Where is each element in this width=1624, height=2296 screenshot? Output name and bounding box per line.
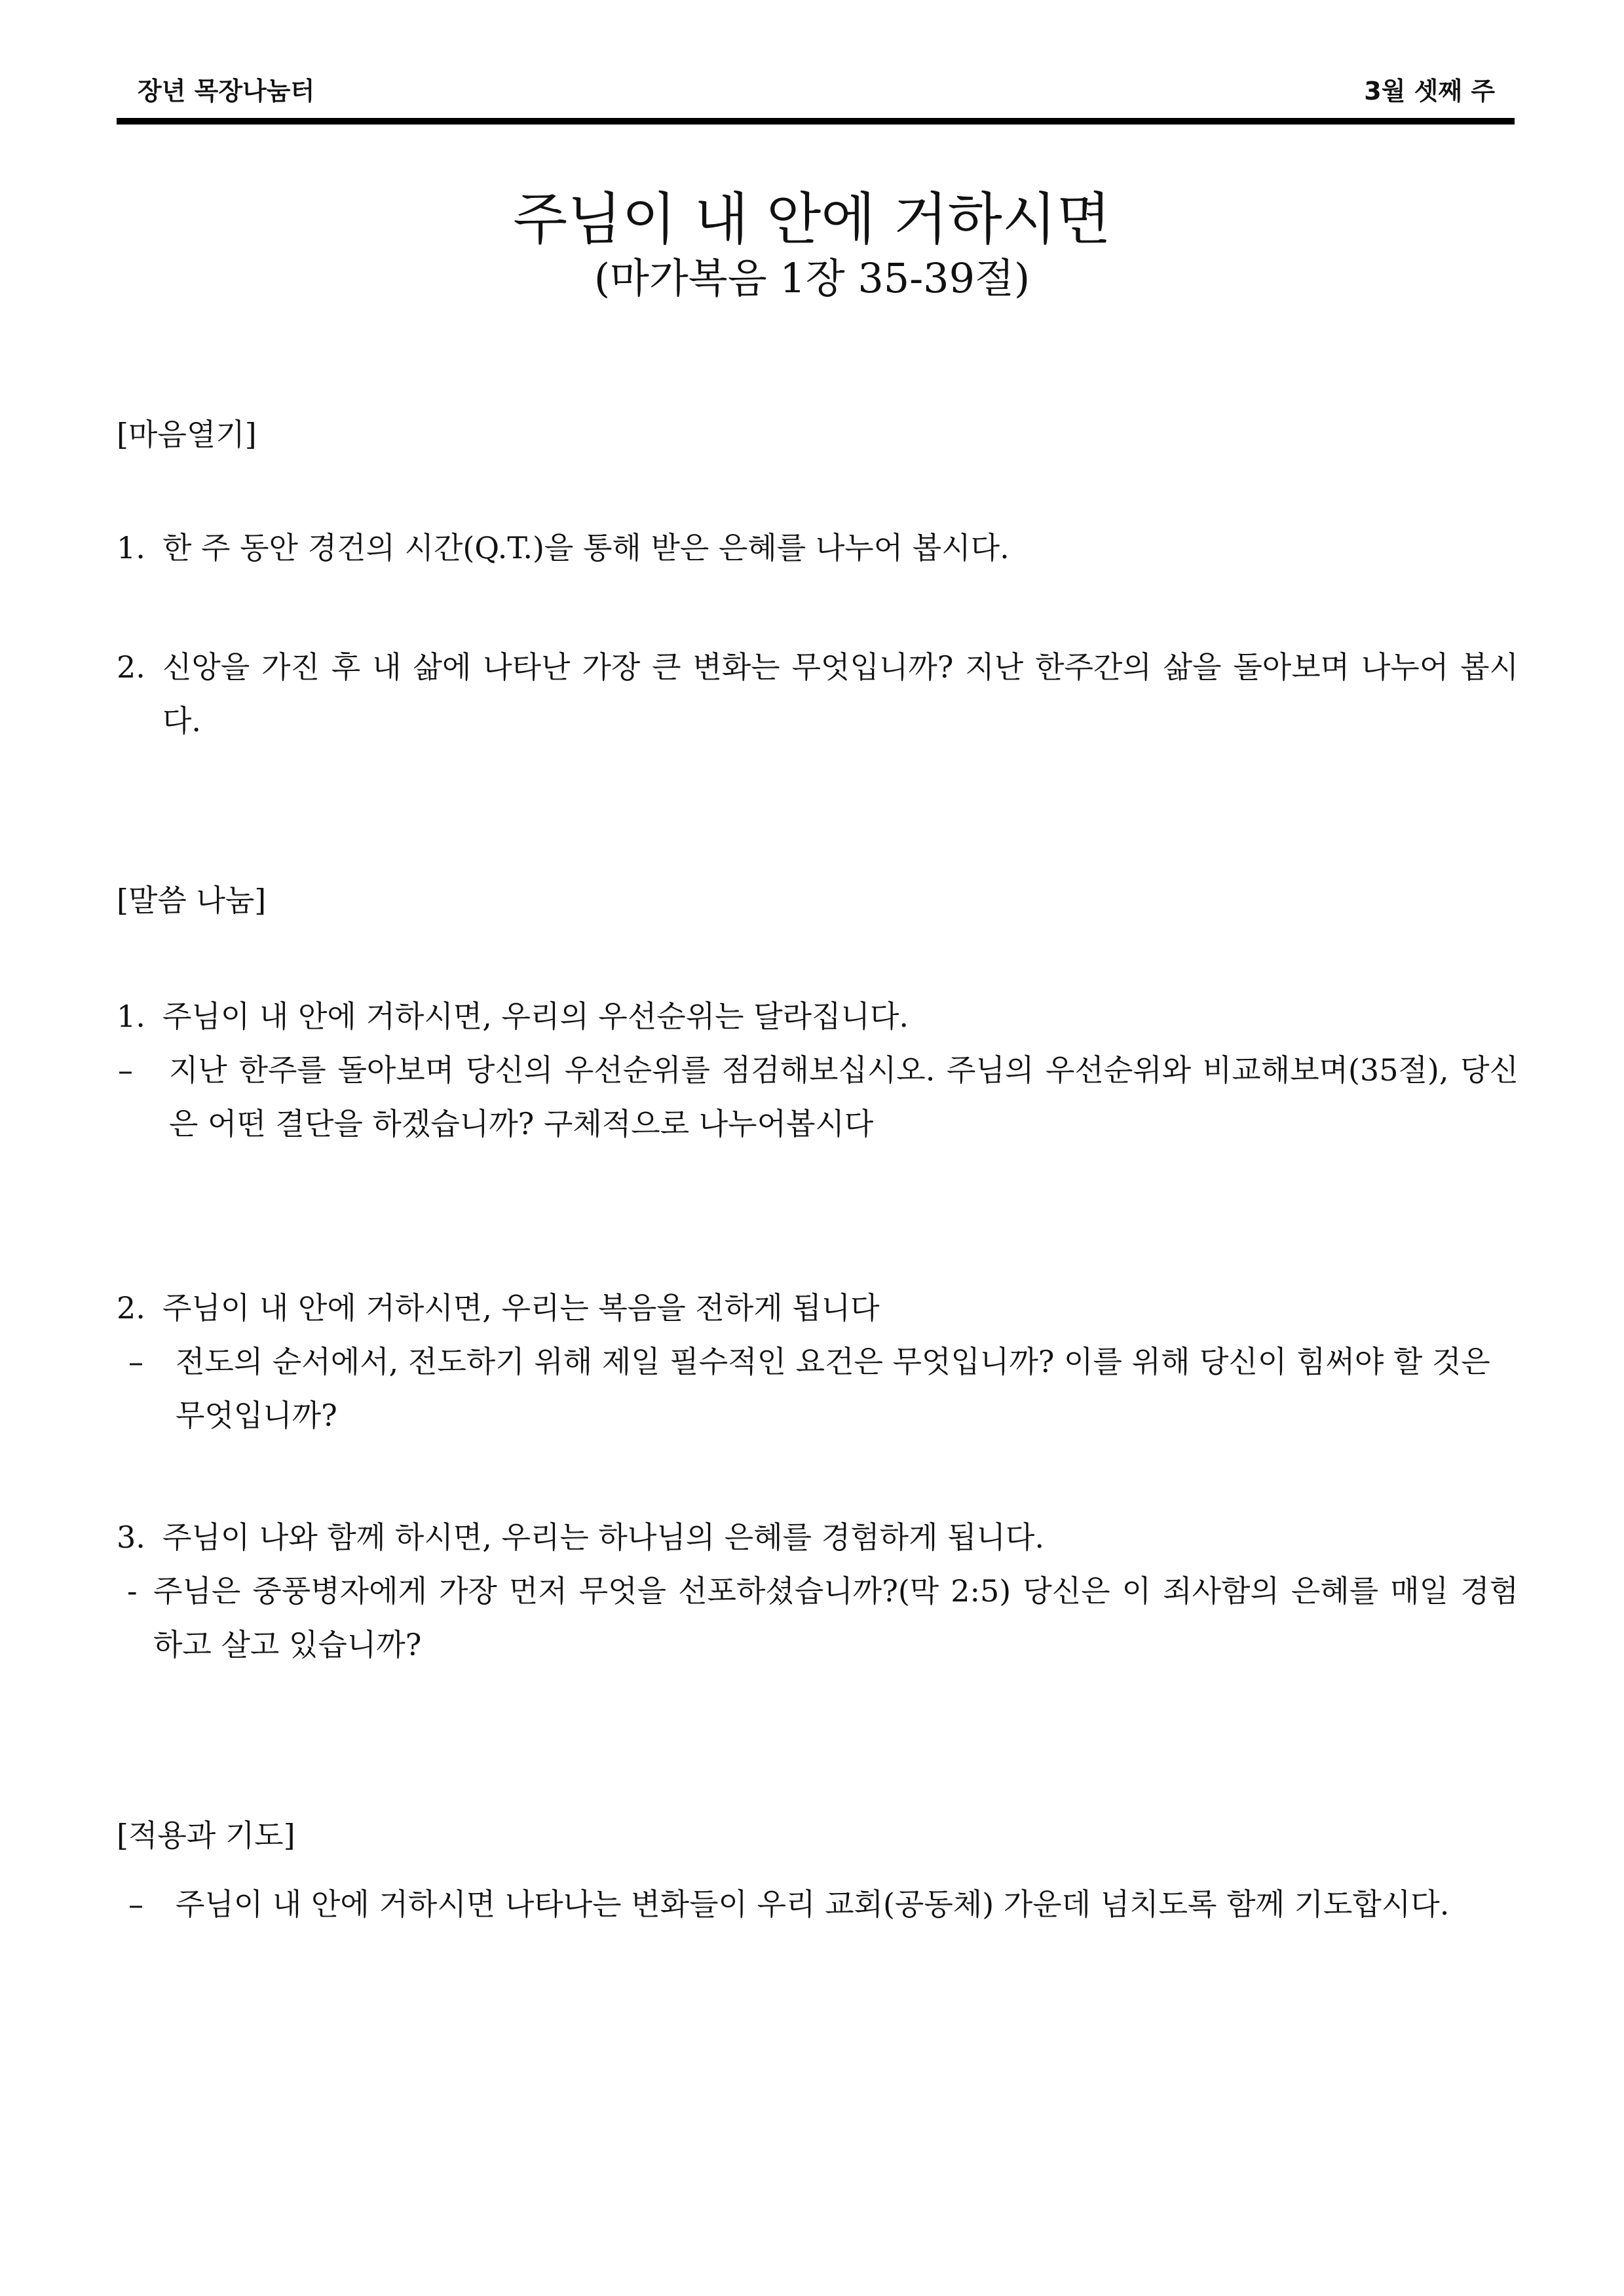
apply-prayer — [117, 1877, 1519, 1931]
question-number: 1. — [117, 530, 145, 565]
question-text: 한 주 동안 경건의 시간(Q.T.)을 통해 받은 은혜를 나누어 봅시다. — [162, 530, 1010, 565]
word-point-2 — [117, 1281, 1519, 1442]
prayer-text: 주님이 내 안에 거하시면 나타나는 변화들이 우리 교회(공동체) 가운데 넘치도록 함께 기도합시다. — [176, 1886, 1450, 1922]
opening-question-2 — [117, 640, 1519, 748]
scripture-reference: (마가복음 1장 35-39절) — [594, 254, 1030, 302]
opening-question-1 — [117, 521, 1519, 575]
word-point-1 — [117, 989, 1519, 1151]
section-heading-word: [말씀 나눔] — [117, 883, 267, 918]
page-title: 주님이 내 안에 거하시면 — [513, 187, 1111, 252]
point-text: 주님이 나와 함께 하시면, 우리는 하나님의 은혜를 경험하게 됩니다. — [162, 1520, 1044, 1555]
header-week: 3월 셋째 주 — [1364, 77, 1495, 105]
point-question: 주님은 중풍병자에게 가장 먼저 무엇을 선포하셨습니까?(막 2:5) 당신은 이 죄사함의 은혜를 매일 경험하고 살고 있습니까? — [153, 1573, 1519, 1662]
point-text: 주님이 내 안에 거하시면, 우리의 우선순위는 달라집니다. — [162, 999, 909, 1034]
dash-marker: – — [128, 1886, 143, 1922]
question-text: 신앙을 가진 후 내 삶에 나타난 가장 큰 변화는 무엇입니까? 지난 한주간의 삶을 돌아보며 나누어 봅시다. — [162, 649, 1519, 738]
question-number: 2. — [117, 649, 145, 685]
point-question: 지난 한주를 돌아보며 당신의 우선순위를 점검해보십시오. 주님의 우선순위와 비교해보며(35절), 당신은 어떤 결단을 하겠습니까? 구체적으로 나누어봅시다 — [169, 1052, 1519, 1141]
point-text: 주님이 내 안에 거하시면, 우리는 복음을 전하게 됩니다 — [162, 1290, 880, 1326]
point-number: 3. — [117, 1520, 145, 1555]
dash-marker: – — [128, 1344, 143, 1379]
point-number: 1. — [117, 999, 145, 1034]
dash-marker: - — [127, 1573, 138, 1609]
word-point-3 — [117, 1510, 1519, 1672]
header-group-name: 장년 목장나눔터 — [138, 77, 315, 105]
section-heading-opening: [마음열기] — [117, 417, 257, 452]
point-number: 2. — [117, 1290, 145, 1326]
page-header — [117, 71, 1515, 114]
section-heading-apply: [적용과 기도] — [117, 1818, 295, 1853]
header-divider — [117, 118, 1515, 124]
point-question: 전도의 순서에서, 전도하기 위해 제일 필수적인 요건은 무엇입니까? 이를 위해 당신이 힘써야 할 것은 무엇입니까? — [176, 1344, 1490, 1433]
dash-marker: – — [118, 1052, 133, 1088]
